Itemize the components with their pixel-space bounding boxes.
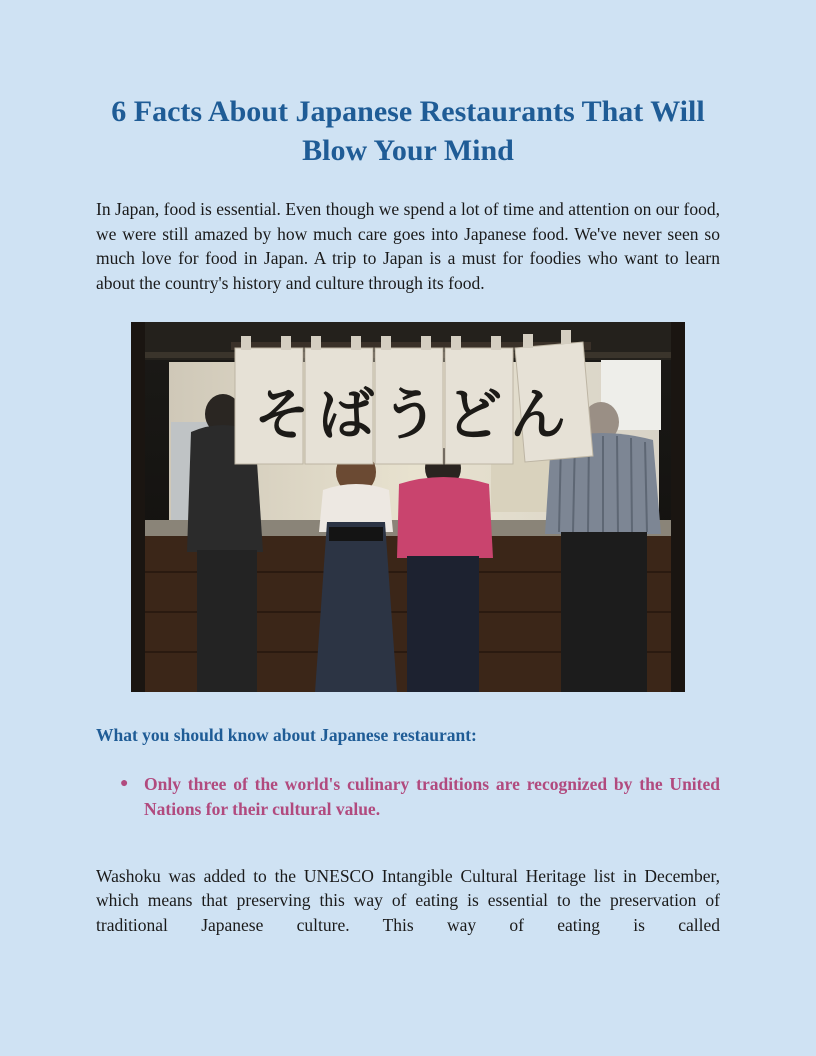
article-title: 6 Facts About Japanese Restaurants That Will Blow Your Mind (111, 95, 705, 167)
fact-bullet-text: Only three of the world's culinary traditions are recognized by the United Nations for their cultural value. (144, 774, 720, 819)
fact-bullet-list (96, 772, 720, 821)
restaurant-photo (131, 322, 685, 692)
intro-paragraph: In Japan, food is essential. Even though we spend a lot of time and attention on our food, we were still amazed by how much care goes into Japanese food. We've never seen so much love for food in Japan. A trip to Japan is a must for foodies who want to learn about the country's history and culture through its food. (96, 199, 720, 293)
noren-banner-text: そばうどん (254, 383, 574, 448)
bullet-dot-icon: ● (120, 776, 129, 791)
document-page (96, 0, 720, 935)
fact-bullet-item (96, 772, 720, 821)
washoku-paragraph: Washoku was added to the UNESCO Intangible Cultural Heritage list in December, which means that preserving this way of eating is essential to the preservation of traditional Japanese culture. This way of eating is called (96, 865, 720, 935)
section-subheading: What you should know about Japanese restaurant: (96, 725, 477, 745)
